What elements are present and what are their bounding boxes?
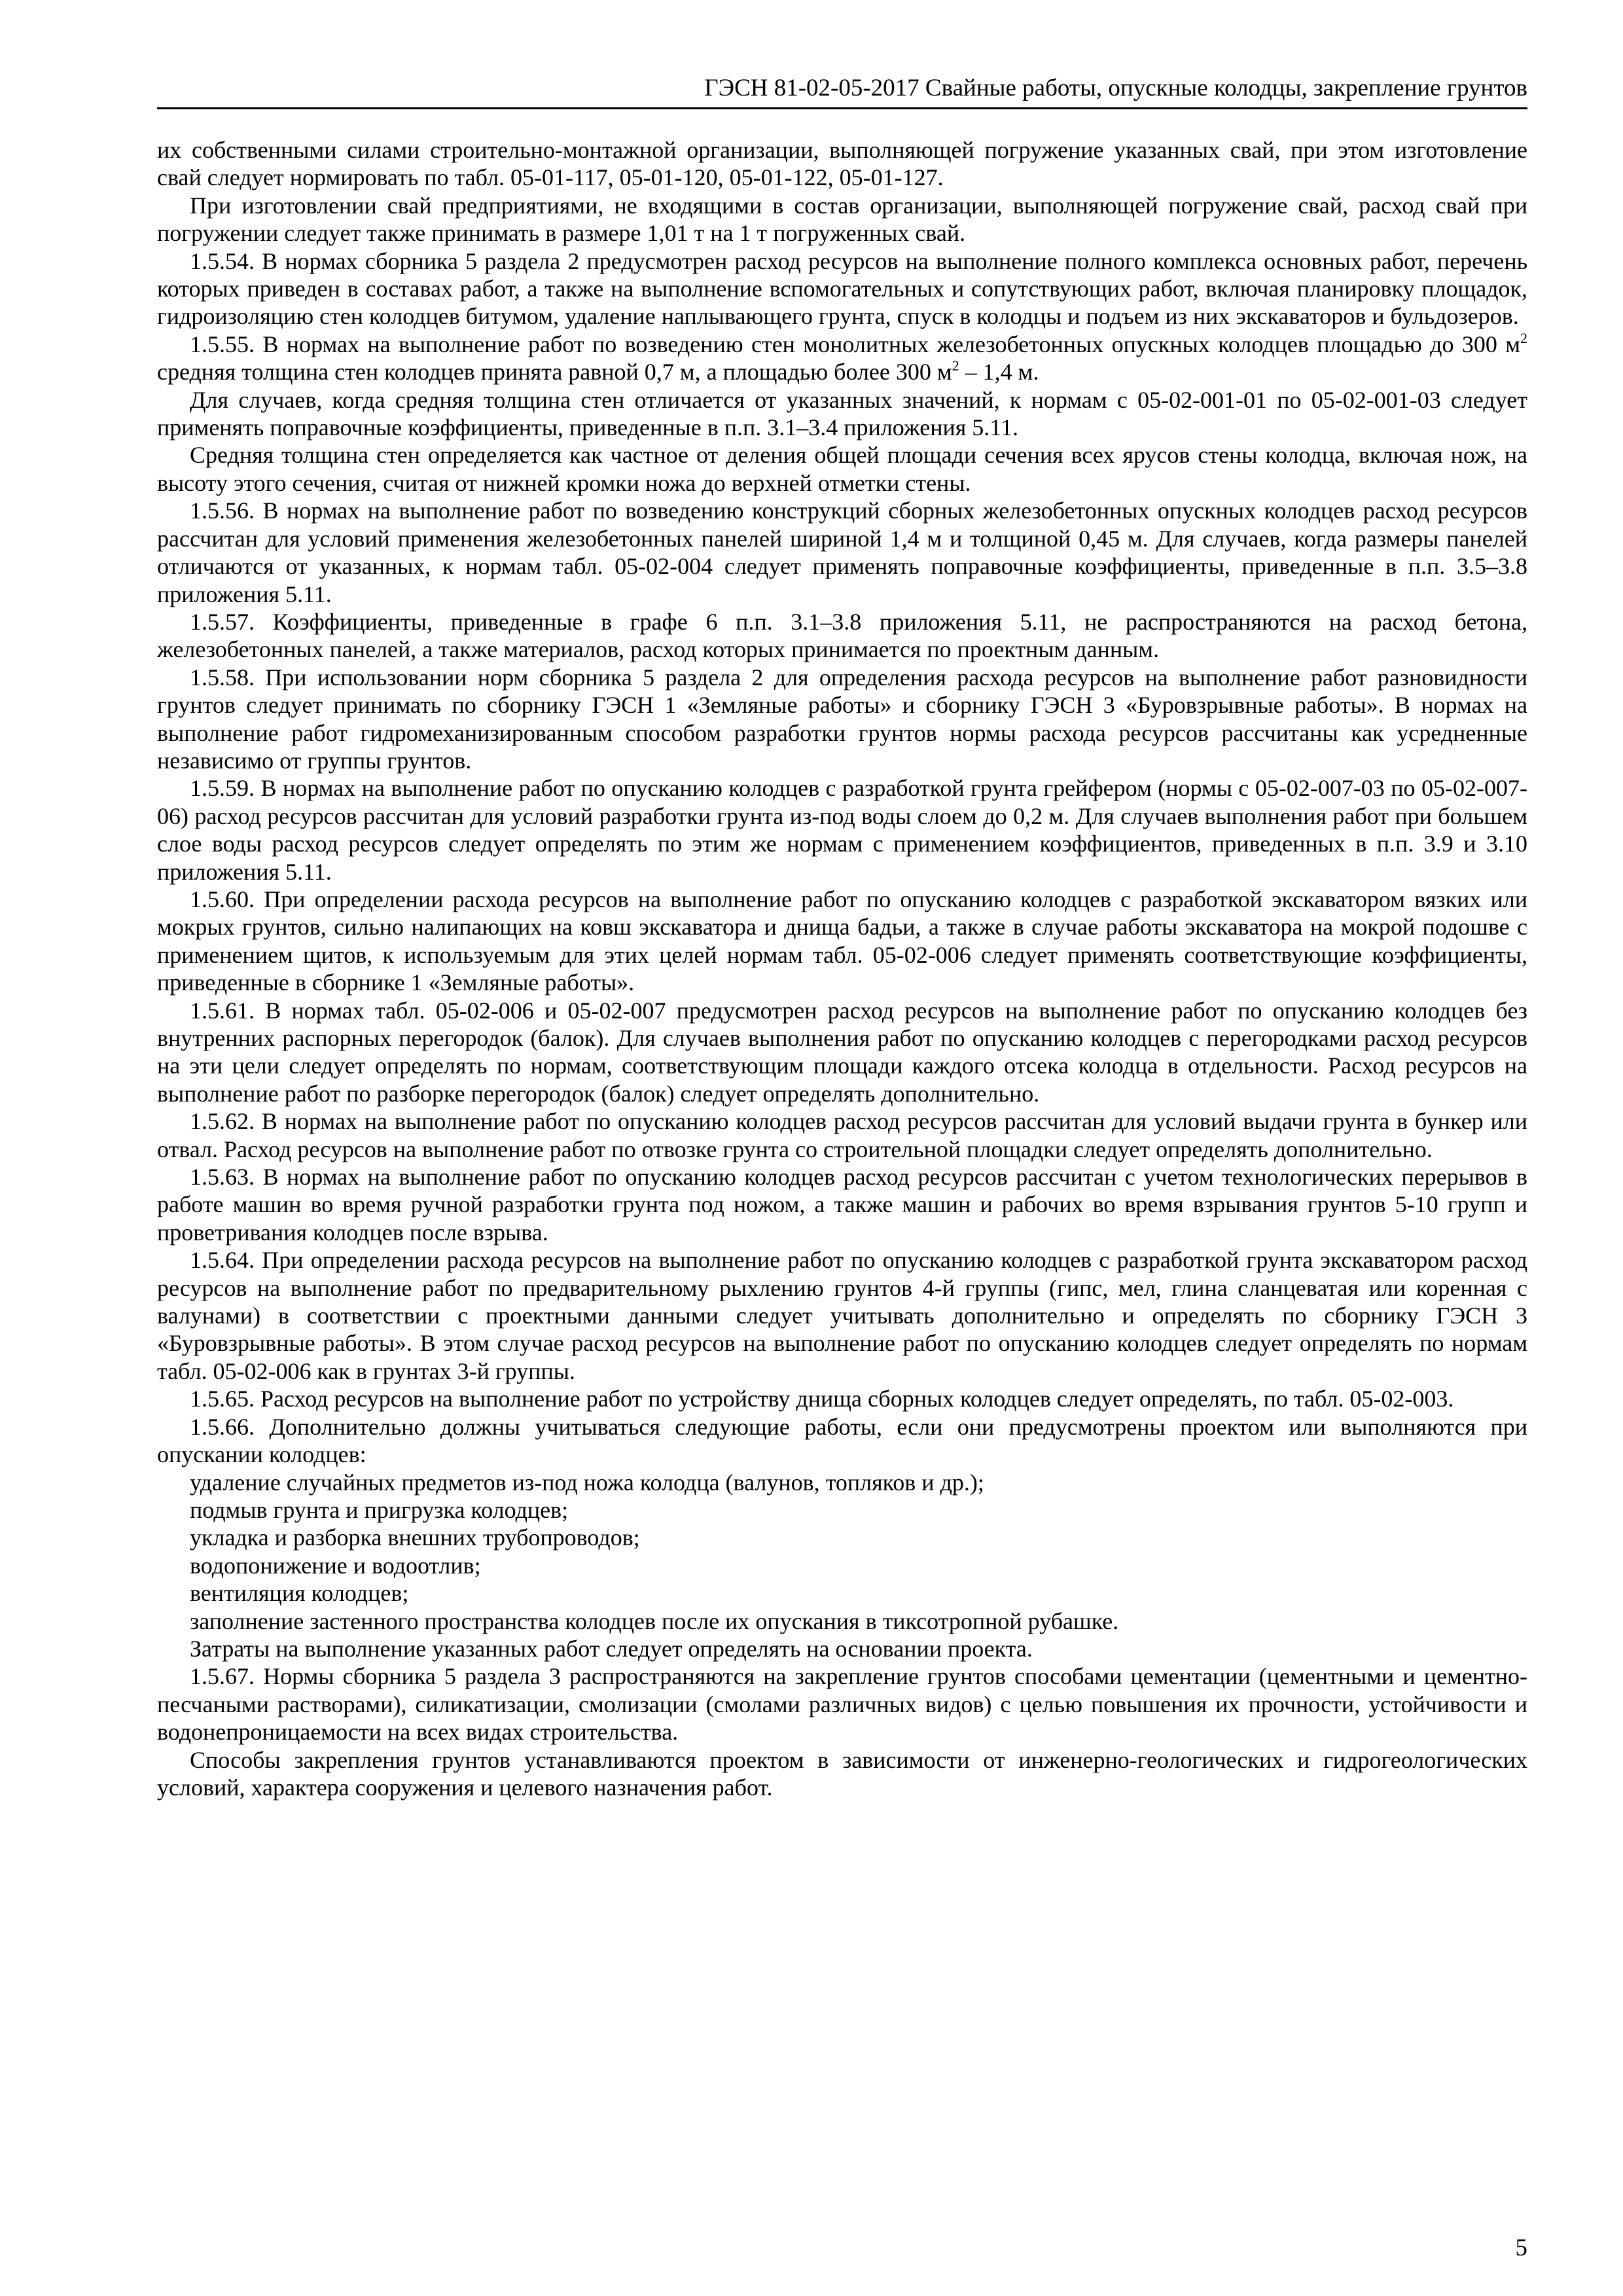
paragraph-text: 1.5.55. В нормах на выполнение работ по возведению стен монолитных железобетонных опускных колодцев площадью до 300 м (190, 331, 1520, 357)
paragraph: 1.5.67. Нормы сборника 5 раздела 3 распространяются на закрепление грунтов способами цементации (цементными и цементно-песчаными растворами), силикатизации, смолизации (смолами различных видов) с целью повышения их прочности, устойчивости и водонепроницаемости на всех видах строительства. (157, 1663, 1527, 1746)
superscript: 2 (952, 357, 959, 374)
paragraph: Для случаев, когда средняя толщина стен отличается от указанных значений, к нормам с 05-02-001-01 по 05-02-001-03 следует применять поправочные коэффициенты, приведенные в п.п. 3.1–3.4 приложения 5.11. (157, 386, 1527, 441)
paragraph: 1.5.60. При определении расхода ресурсов на выполнение работ по опусканию колодцев с разработкой экскаватором вязких или мокрых грунтов, сильно налипающих на ковш экскаватора и днища бадьи, а также в случае работы экскаватора на мокрой подошве с применением щитов, к используемым для этих целей нормам табл. 05-02-006 следует применять соответствующие коэффициенты, приведенные в сборнике 1 «Земляные работы». (157, 886, 1527, 996)
paragraph: 1.5.57. Коэффициенты, приведенные в графе 6 п.п. 3.1–3.8 приложения 5.11, не распространяются на расход бетона, железобетонных панелей, а также материалов, расход которых принимается по проектным данным. (157, 608, 1527, 663)
paragraph: 1.5.63. В нормах на выполнение работ по опусканию колодцев расход ресурсов рассчитан с учетом технологических перерывов в работе машин во время ручной разработки грунта под ножом, а также машин и рабочих во время взрывания грунтов 5-10 групп и проветривания колодцев после взрыва. (157, 1164, 1527, 1246)
paragraph: 1.5.62. В нормах на выполнение работ по опусканию колодцев расход ресурсов рассчитан для условий выдачи грунта в бункер или отвал. Расход ресурсов на выполнение работ по отвозке грунта со строительной площадки следует определять дополнительно. (157, 1108, 1527, 1162)
paragraph-text: средняя толщина стен колодцев принята равной 0,7 м, а площадью более 300 м (157, 359, 952, 386)
list-item: подмыв грунта и пригрузка колодцев; (190, 1496, 569, 1523)
paragraph: Способы закрепления грунтов устанавливаются проектом в зависимости от инженерно-геологических и гидрогеологических условий, характера сооружения и целевого назначения работ. (157, 1746, 1527, 1801)
paragraph: 1.5.54. В нормах сборника 5 раздела 2 предусмотрен расход ресурсов на выполнение полного комплекса основных работ, перечень которых приведен в составах работ, а также на выполнение вспомогательных и сопутствующих работ, включая планировку площадок, гидроизоляцию стен колодцев битумом, удаление наплывающего грунта, спуск в колодцы и подъем из них экскаваторов и бульдозеров. (157, 247, 1527, 330)
list-item: удаление случайных предметов из-под ножа колодца (валунов, топляков и др.); (190, 1469, 984, 1496)
paragraph: 1.5.66. Дополнительно должны учитываться следующие работы, если они предусмотрены проектом или выполняются при опускании колодцев: (157, 1413, 1527, 1468)
paragraph: 1.5.61. В нормах табл. 05-02-006 и 05-02-007 предусмотрен расход ресурсов на выполнение работ по опусканию колодцев без внутренних распорных перегородок (балок). Для случаев выполнения работ по опусканию колодцев с перегородками расход ресурсов на эти цели следует определять по нормам, соответствующим площади каждого отсека колодца в отдельности. Расход ресурсов на выполнение работ по разборке перегородок (балок) следует определять дополнительно. (157, 997, 1527, 1107)
list-item: заполнение застенного пространства колодцев после их опускания в тиксотропной рубашке. (190, 1607, 1119, 1634)
paragraph: 1.5.65. Расход ресурсов на выполнение работ по устройству днища сборных колодцев следует определять, по табл. 05-02-003. (190, 1386, 1454, 1412)
document-body (157, 136, 1527, 1801)
paragraph: их собственными силами строительно-монтажной организации, выполняющей погружение указанных свай, при этом изготовление свай следует нормировать по табл. 05-01-117, 05-01-120, 05-01-122, 05-01-127. (157, 137, 1527, 191)
paragraph-1-5-55 (157, 331, 1527, 386)
paragraph: 1.5.58. При использовании норм сборника 5 раздела 2 для определения расхода ресурсов на выполнение работ разновидности грунтов следует принимать по сборнику ГЭСН 1 «Земляные работы» и сборнику ГЭСН 3 «Буровзрывные работы». В нормах на выполнение работ гидромеханизированным способом разработки грунтов нормы расхода ресурсов рассчитаны как усредненные независимо от группы грунтов. (157, 664, 1527, 774)
paragraph: 1.5.56. В нормах на выполнение работ по возведению конструкций сборных железобетонных опускных колодцев расход ресурсов рассчитан для условий применения железобетонных панелей шириной 1,4 м и толщиной 0,45 м. Для случаев, когда размеры панелей отличаются от указанных, к нормам табл. 05-02-004 следует применять поправочные коэффициенты, приведенные в п.п. 3.5–3.8 приложения 5.11. (157, 497, 1527, 607)
paragraph: При изготовлении свай предприятиями, не входящими в состав организации, выполняющей погружение свай, расход свай при погружении следует также принимать в размере 1,01 т на 1 т погруженных свай. (157, 192, 1527, 247)
list-item: вентиляция колодцев; (190, 1580, 409, 1607)
paragraph: Затраты на выполнение указанных работ следует определять на основании проекта. (190, 1635, 1033, 1662)
running-header: ГЭСН 81-02-05-2017 Свайные работы, опускные колодцы, закрепление грунтов (157, 73, 1527, 109)
paragraph: 1.5.59. В нормах на выполнение работ по опусканию колодцев с разработкой грунта грейфером (нормы с 05-02-007-03 по 05-02-007-06) расход ресурсов рассчитан для условий разработки грунта из-под воды слоем до 0,2 м. Для случаев выполнения работ при большем слое воды расход ресурсов следует определять по этим же нормам с применением коэффициентов, приведенных в п.п. 3.9 и 3.10 приложения 5.11. (157, 775, 1527, 885)
superscript: 2 (1520, 329, 1527, 346)
paragraph-text: – 1,4 м. (959, 359, 1039, 386)
list-item: укладка и разборка внешних трубопроводов; (190, 1524, 640, 1551)
paragraph: Средняя толщина стен определяется как частное от деления общей площади сечения всех ярусов стены колодца, включая нож, на высоту этого сечения, считая от нижней кромки ножа до верхней отметки стены. (157, 442, 1527, 496)
list-item: водопонижение и водоотлив; (190, 1552, 481, 1579)
paragraph: 1.5.64. При определении расхода ресурсов на выполнение работ по опусканию колодцев с разработкой грунта экскаватором расход ресурсов на выполнение работ по предварительному рыхлению грунтов 4-й группы (гипс, мел, глина сланцеватая или коренная с валунами) в соответствии с проектными данными следует учитывать дополнительно и определять по сборнику ГЭСН 3 «Буровзрывные работы». В этом случае расход ресурсов на выполнение работ по опусканию колодцев следует определять по нормам табл. 05-02-006 как в грунтах 3-й группы. (157, 1247, 1527, 1384)
page-number: 5 (1515, 2234, 1527, 2261)
